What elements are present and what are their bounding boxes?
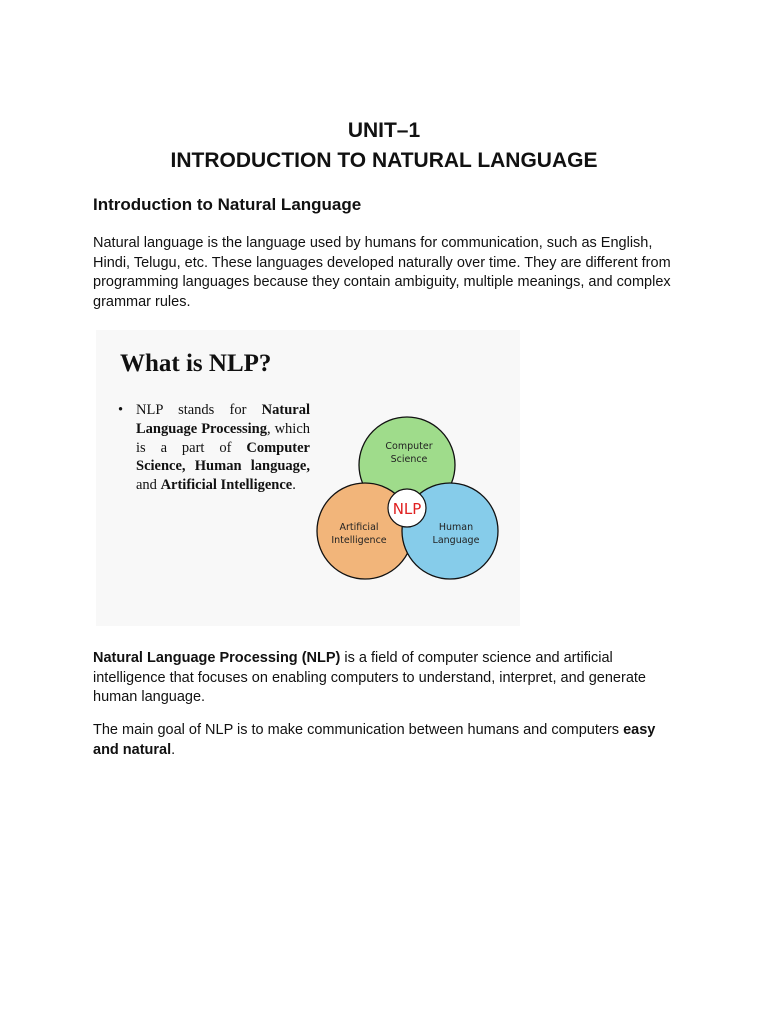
artificial-intelligence-label-2: Intelligence (331, 535, 387, 546)
artificial-intelligence-label-1: Artificial (339, 522, 379, 533)
bullet-dot: • (118, 402, 124, 418)
figure-bullet (118, 401, 310, 495)
bullet-text-3: and (136, 477, 161, 494)
unit-heading: INTRODUCTION TO NATURAL LANGUAGE (170, 149, 598, 172)
bullet-text-4: . (292, 477, 296, 494)
bullet-bold-3: Artificial Intelligence (160, 477, 293, 494)
nlp-center-label: NLP (392, 500, 422, 518)
nlp-goal-end: . (171, 741, 176, 758)
unit-number: UNIT–1 (347, 119, 421, 142)
bullet-text-2: , which is a part of (136, 420, 310, 456)
figure-title: What is NLP? (120, 350, 272, 377)
intro-paragraph: Natural language is the language used by humans for communication, such as English, Hindi, Telugu, etc. These languages developed naturally over time. They are different from programming languages because they contain ambiguity, multiple meanings, and complex grammar rules. (93, 235, 671, 310)
nlp-definition-text: is a field of computer science and artificial intelligence that focuses on enabling computers to understand, interpret, and generate human language. (93, 650, 646, 705)
human-language-label-1: Human (438, 522, 474, 533)
nlp-goal-bold: easy and natural (93, 722, 656, 758)
nlp-goal-paragraph (93, 721, 683, 760)
bullet-bold-2: Computer Science, Human language, (136, 439, 310, 475)
unit-title (0, 116, 768, 176)
human-language-label-2: Language (432, 535, 480, 546)
bullet-bold-1: Natural Language Processing (136, 402, 310, 437)
nlp-goal-text: The main goal of NLP is to make communication between humans and computers (93, 722, 624, 738)
venn-diagram (310, 415, 500, 587)
bullet-text (136, 401, 310, 495)
computer-science-label-1: Computer (385, 441, 433, 452)
bullet-text-1: NLP stands for (136, 402, 262, 418)
nlp-figure (96, 330, 520, 626)
nlp-definition-paragraph (93, 649, 683, 708)
nlp-definition-bold: Natural Language Processing (NLP) (93, 650, 341, 666)
section-heading: Introduction to Natural Language (93, 195, 362, 214)
computer-science-label-2: Science (390, 454, 428, 465)
